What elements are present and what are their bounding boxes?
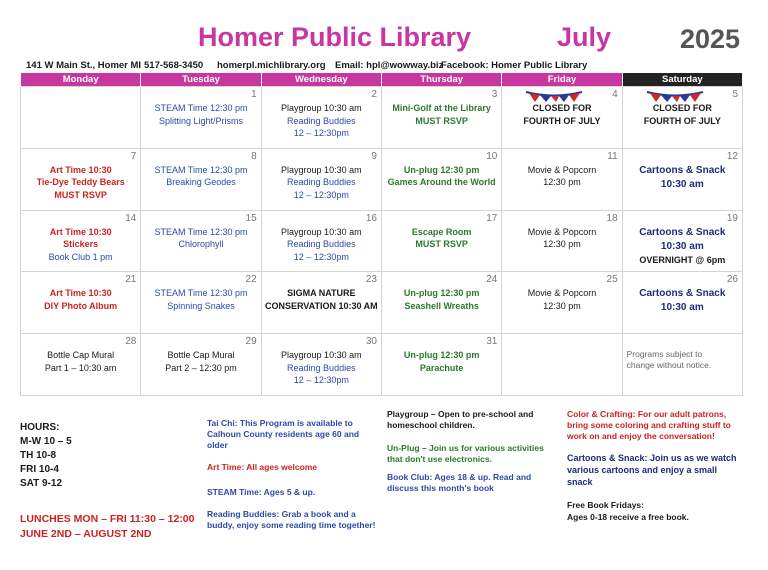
day-number: 29 bbox=[245, 336, 257, 348]
day-number: 3 bbox=[491, 89, 498, 100]
weekday-header: Wednesday bbox=[261, 73, 381, 87]
day-cell bbox=[622, 272, 742, 334]
event-line: MUST RSVP bbox=[54, 189, 107, 200]
event-block bbox=[502, 102, 621, 127]
day-number: 28 bbox=[125, 336, 137, 348]
day-number: 12 bbox=[726, 150, 738, 162]
day-cell bbox=[502, 334, 622, 396]
event-line: Parachute bbox=[419, 362, 464, 373]
day-number: 26 bbox=[726, 274, 738, 286]
event-line: Playgroup 10:30 am bbox=[281, 350, 362, 361]
day-number: 7 bbox=[130, 150, 137, 162]
event-block bbox=[382, 287, 501, 312]
day-number: 14 bbox=[125, 212, 137, 224]
day-cell bbox=[21, 334, 141, 396]
steam-note: STEAM Time: Ages 5 & up. bbox=[207, 487, 316, 497]
event-block bbox=[21, 164, 140, 202]
day-number: 31 bbox=[486, 336, 498, 348]
event-block bbox=[502, 164, 621, 189]
weekday-header: Monday bbox=[21, 73, 141, 87]
event-line: 10:30 am bbox=[660, 302, 704, 314]
day-number: 21 bbox=[125, 274, 137, 286]
weekday-header: Saturday bbox=[622, 73, 742, 87]
event-line: FOURTH OF JULY bbox=[523, 115, 601, 126]
contact-info-bar bbox=[22, 60, 742, 73]
event-line: Cartoons & Snack bbox=[639, 288, 726, 300]
event-line: STEAM Time 12:30 pm bbox=[154, 288, 248, 299]
event-line: Movie & Popcorn bbox=[527, 288, 597, 299]
day-number: 19 bbox=[726, 212, 738, 224]
address-text: 141 W Main St., Homer MI bbox=[26, 60, 142, 71]
day-number: 4 bbox=[612, 89, 618, 100]
event-line: 12 – 12:30pm bbox=[293, 189, 349, 200]
month-label: July bbox=[557, 22, 612, 52]
event-line: Reading Buddies bbox=[287, 362, 356, 373]
day-number: 8 bbox=[251, 150, 257, 162]
day-cell bbox=[21, 210, 141, 272]
event-line: CLOSED FOR bbox=[532, 103, 592, 113]
event-line: Un-plug 12:30 pm bbox=[403, 164, 480, 175]
event-block bbox=[21, 287, 140, 312]
taichi-note: Tai Chi: This Program is available to Calhoun County residents age 60 and older bbox=[207, 418, 360, 450]
lunches-line: LUNCHES MON – FRI 11:30 – 12:00 bbox=[20, 513, 195, 525]
day-cell bbox=[141, 334, 261, 396]
hours-line: FRI 10-4 bbox=[20, 464, 59, 475]
event-line: Reading Buddies bbox=[287, 115, 356, 126]
event-line: Art Time 10:30 bbox=[49, 164, 112, 175]
hours-section bbox=[20, 421, 72, 491]
day-cell bbox=[141, 87, 261, 149]
day-number: 24 bbox=[486, 274, 498, 286]
playgroup-note: Playgroup – Open to pre-school and homeschool children. bbox=[387, 409, 534, 430]
arttime-note: Art Time: All ages welcome bbox=[207, 462, 318, 472]
event-line: CONSERVATION 10:30 AM bbox=[264, 300, 378, 311]
event-block bbox=[262, 164, 381, 202]
event-line: Book Club 1 pm bbox=[48, 251, 113, 262]
event-line: Art Time 10:30 bbox=[49, 226, 112, 237]
event-block bbox=[502, 287, 621, 312]
event-line: Un-plug 12:30 pm bbox=[403, 288, 480, 299]
weekday-header: Tuesday bbox=[141, 73, 261, 87]
day-cell bbox=[381, 87, 501, 149]
event-block bbox=[141, 226, 260, 251]
day-number: 9 bbox=[371, 150, 377, 162]
event-line: Spinning Snakes bbox=[167, 300, 235, 311]
event-line: change without notice. bbox=[626, 360, 712, 371]
event-line: 10:30 am bbox=[660, 240, 704, 252]
event-line: Splitting Light/Prisms bbox=[158, 115, 244, 126]
day-cell bbox=[381, 148, 501, 210]
day-cell bbox=[502, 210, 622, 272]
event-block bbox=[141, 102, 260, 127]
unplug-note: Un-Plug – Join us for various activities that don't use electronics. bbox=[387, 443, 544, 464]
lunches-line: JUNE 2ND – AUGUST 2ND bbox=[20, 528, 152, 540]
hours-line: TH 10-8 bbox=[20, 450, 57, 461]
event-line: Cartoons & Snack bbox=[639, 164, 726, 176]
event-line: MUST RSVP bbox=[415, 115, 468, 126]
event-block bbox=[21, 349, 140, 374]
phone-text: 517-568-3450 bbox=[144, 60, 204, 71]
day-cell bbox=[381, 272, 501, 334]
hours-heading: HOURS: bbox=[20, 422, 60, 433]
weekday-header-row bbox=[21, 73, 743, 87]
cartoons-note: Cartoons & Snack: Join us as we watch various cartoons and enjoy a small snack bbox=[567, 453, 737, 487]
event-line: Mini-Golf at the Library bbox=[392, 103, 491, 113]
event-block bbox=[141, 349, 260, 374]
event-line: Reading Buddies bbox=[287, 239, 356, 250]
day-cell bbox=[502, 272, 622, 334]
week-row bbox=[21, 87, 743, 149]
event-line: 12 – 12:30pm bbox=[293, 128, 349, 138]
day-number: 15 bbox=[245, 212, 257, 224]
event-line: Part 2 – 12:30 pm bbox=[165, 362, 237, 373]
day-cell bbox=[502, 148, 622, 210]
event-line: Playgroup 10:30 am bbox=[281, 226, 362, 237]
event-line: Art Time 10:30 bbox=[49, 288, 112, 299]
reading-buddies-note: Reading Buddies: Grab a book and a buddy, enjoy some reading time together! bbox=[207, 509, 376, 530]
calendar-body bbox=[21, 87, 743, 396]
event-block bbox=[21, 226, 140, 264]
event-line: Un-plug 12:30 pm bbox=[403, 350, 480, 361]
event-line: OVERNIGHT @ 6pm bbox=[639, 254, 726, 265]
day-cell bbox=[502, 87, 622, 149]
event-line: 12:30 pm bbox=[543, 300, 581, 311]
event-block bbox=[141, 164, 260, 189]
day-number: 18 bbox=[606, 212, 618, 224]
freebook-text: Ages 0-18 receive a free book. bbox=[567, 512, 689, 522]
color-crafting-note: Color & Crafting: For our adult patrons, bring some coloring and crafting stuff to work on and enjoy the conversation! bbox=[567, 409, 731, 441]
event-block bbox=[262, 349, 381, 387]
event-line: Bottle Cap Mural bbox=[167, 350, 235, 361]
website-text: homerpl.michlibrary.org bbox=[217, 60, 326, 71]
day-number: 16 bbox=[365, 212, 377, 224]
event-line: Stickers bbox=[63, 239, 99, 250]
bookclub-note: Book Club: Ages 18 & up. Read and discuss this month's book bbox=[387, 472, 532, 493]
event-line: 10:30 am bbox=[660, 178, 704, 190]
event-line: 12 – 12:30pm bbox=[293, 251, 349, 262]
day-number: 23 bbox=[365, 274, 377, 286]
day-number: 17 bbox=[486, 212, 498, 224]
day-number: 10 bbox=[486, 150, 498, 162]
event-block bbox=[502, 226, 621, 251]
day-number: 1 bbox=[251, 89, 257, 100]
day-cell bbox=[261, 334, 381, 396]
event-block bbox=[141, 287, 260, 312]
hours-line: M-W 10 – 5 bbox=[20, 436, 72, 447]
event-line: Movie & Popcorn bbox=[527, 226, 597, 237]
day-cell bbox=[622, 87, 742, 149]
year-label: 2025 bbox=[680, 24, 741, 54]
event-block bbox=[382, 226, 501, 251]
event-line: STEAM Time 12:30 pm bbox=[154, 103, 248, 113]
event-block bbox=[382, 349, 501, 374]
event-line: STEAM Time 12:30 pm bbox=[154, 164, 248, 175]
day-number: 30 bbox=[365, 336, 377, 348]
event-line: 12:30 pm bbox=[543, 177, 581, 188]
day-cell bbox=[261, 210, 381, 272]
event-line: Escape Room bbox=[411, 226, 472, 237]
day-cell bbox=[622, 334, 742, 396]
weekday-header: Friday bbox=[502, 73, 622, 87]
day-cell bbox=[21, 148, 141, 210]
day-cell bbox=[141, 272, 261, 334]
event-line: 12:30 pm bbox=[543, 239, 581, 250]
event-block bbox=[623, 287, 742, 315]
event-line: STEAM Time 12:30 pm bbox=[154, 226, 248, 237]
freebook-title: Free Book Fridays: bbox=[567, 500, 644, 510]
event-line: DIY Photo Album bbox=[44, 300, 118, 311]
day-cell bbox=[21, 87, 141, 149]
event-line: Breaking Geodes bbox=[166, 177, 236, 188]
day-cell bbox=[622, 210, 742, 272]
weekday-header: Thursday bbox=[381, 73, 501, 87]
lunches-section bbox=[20, 512, 194, 542]
event-block bbox=[382, 164, 501, 189]
week-row bbox=[21, 210, 743, 272]
event-line: Playgroup 10:30 am bbox=[281, 103, 362, 113]
event-line: MUST RSVP bbox=[415, 239, 468, 250]
event-line: Reading Buddies bbox=[287, 177, 356, 188]
event-line: CLOSED FOR bbox=[652, 103, 712, 113]
event-line: 12 – 12:30pm bbox=[293, 375, 349, 386]
week-row bbox=[21, 334, 743, 396]
day-cell bbox=[622, 148, 742, 210]
day-number: 5 bbox=[732, 89, 738, 100]
calendar-grid bbox=[20, 73, 743, 396]
event-block bbox=[623, 164, 742, 192]
day-cell bbox=[141, 148, 261, 210]
day-number: 25 bbox=[606, 274, 618, 286]
event-line: Part 1 – 10:30 am bbox=[44, 362, 117, 373]
week-row bbox=[21, 272, 743, 334]
event-line: Chlorophyll bbox=[178, 239, 224, 250]
day-cell bbox=[21, 272, 141, 334]
event-block bbox=[623, 349, 742, 371]
email-text: Email: hpl@wowway.biz bbox=[335, 60, 444, 71]
event-line: Bottle Cap Mural bbox=[47, 350, 115, 361]
event-line: Cartoons & Snack bbox=[639, 226, 726, 238]
day-number: 11 bbox=[607, 150, 618, 162]
day-number: 22 bbox=[245, 274, 257, 286]
day-cell bbox=[261, 148, 381, 210]
day-cell bbox=[141, 210, 261, 272]
event-line: SIGMA NATURE bbox=[287, 288, 356, 299]
event-line: Games Around the World bbox=[387, 177, 496, 188]
week-row bbox=[21, 148, 743, 210]
facebook-text: Facebook: Homer Public Library bbox=[441, 60, 588, 71]
event-block bbox=[623, 102, 742, 127]
event-block bbox=[623, 226, 742, 267]
day-cell bbox=[261, 272, 381, 334]
event-line: Playgroup 10:30 am bbox=[281, 164, 362, 175]
event-line: Seashell Wreaths bbox=[404, 300, 479, 311]
event-block bbox=[262, 102, 381, 140]
event-line: Tie-Dye Teddy Bears bbox=[36, 177, 125, 188]
library-title: Homer Public Library bbox=[198, 22, 472, 52]
day-cell bbox=[381, 334, 501, 396]
event-line: Movie & Popcorn bbox=[527, 164, 597, 175]
event-line: FOURTH OF JULY bbox=[643, 115, 721, 126]
event-block bbox=[262, 226, 381, 264]
day-cell bbox=[381, 210, 501, 272]
day-cell bbox=[261, 87, 381, 149]
event-block bbox=[262, 287, 381, 312]
hours-line: SAT 9-12 bbox=[20, 478, 63, 489]
day-number: 2 bbox=[371, 89, 377, 100]
event-block bbox=[382, 102, 501, 127]
event-line: Programs subject to bbox=[626, 349, 703, 360]
